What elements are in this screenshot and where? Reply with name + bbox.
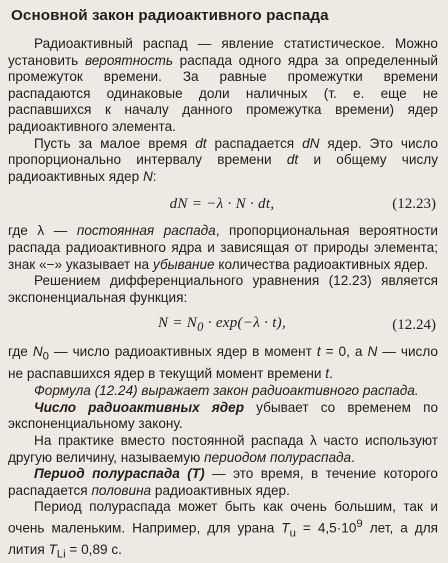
text: — число не распавшихся ядер в текущий момент времени xyxy=(8,344,438,381)
text: = 4,5·10 xyxy=(295,520,357,536)
var-T: T xyxy=(281,520,290,536)
var-N: N xyxy=(142,168,153,184)
subscript: u xyxy=(289,527,296,540)
text: распада одного ядра за определенный промежуток времени. За равные промежутки времени распадаются одинаковые доли наличных (т. е. еще не распавшихся к началу данного промежутка времени) ядер радиоактивного элемента. xyxy=(8,52,438,134)
text: ядер. Это число пропорционально интервалу времени xyxy=(8,135,438,168)
text: . xyxy=(329,365,333,381)
paragraph-radioactive-decay xyxy=(8,36,438,136)
equation-12-24 xyxy=(8,306,438,344)
equation-12-23 xyxy=(8,185,438,223)
text: : xyxy=(152,168,157,184)
paragraph-law-statement: Формула (12.24) выражает закон радиоактивного распада. xyxy=(34,383,419,399)
text: радиоактивных ядер. xyxy=(151,482,290,498)
text: — это время, в течение которого распадается xyxy=(8,466,438,498)
emphasis-probability: вероятность xyxy=(84,52,174,68)
bold-term: Период полураспада (T) xyxy=(34,466,205,482)
paragraph-variables xyxy=(8,344,438,382)
var-N: N xyxy=(32,344,43,360)
text: Радиоактивный распад — явление статистическое. Можно установить xyxy=(8,36,438,68)
text: — число радиоактивных ядер в момент xyxy=(48,344,317,360)
var-t: t xyxy=(316,344,321,360)
var-T: T xyxy=(48,541,57,557)
text: убывает со временем по экспоненциальному закону. xyxy=(8,399,439,432)
var-N: N xyxy=(367,344,378,360)
text: На практике вместо постоянной распада λ часто используют другую величину, называемую xyxy=(8,433,438,465)
equation-expression: dN = −λ · N · dt, xyxy=(169,195,275,212)
eq-subscript: 0 xyxy=(197,320,204,335)
eq-part: N = N xyxy=(157,315,198,332)
paragraph-number-of-nuclei xyxy=(8,400,438,433)
var-t: t xyxy=(325,365,330,381)
text: . xyxy=(351,449,355,465)
paragraph-decay-rate xyxy=(8,136,438,186)
paragraph-half-life-examples xyxy=(8,499,438,563)
var-dN: dN xyxy=(302,135,320,151)
text: количества радиоактивных ядер. xyxy=(214,256,429,272)
text: распадается xyxy=(206,135,303,151)
text: , пропорциональная вероятности распада радиоактивного ядра и зависящая от природы элемента; знак «−» указывает на xyxy=(8,223,439,272)
subscript: Li xyxy=(56,548,66,561)
superscript: 9 xyxy=(356,517,363,530)
equation-expression xyxy=(78,315,366,335)
paragraph-solution: Решением дифференциального уравнения (12.23) является экспоненциальная функция: xyxy=(8,273,438,305)
text: Период полураспада может быть как очень большим, так и очень маленьким. Например, для урана xyxy=(8,499,438,536)
bold-term: Число радиоактивных ядер xyxy=(34,399,245,415)
paragraph-decay-constant xyxy=(8,223,438,273)
text: Пусть за малое время xyxy=(34,135,196,151)
emphasis-decay-constant: постоянная распада xyxy=(76,223,216,239)
emphasis-half-life: периодом полураспада xyxy=(204,449,352,465)
paragraph-half-life-intro xyxy=(8,433,438,466)
emphasis-half: половина xyxy=(91,482,152,498)
section-title: Основной закон радиоактивного распада xyxy=(11,7,329,24)
text: = 0,89 с. xyxy=(65,541,122,557)
text: и общему числу радиоактивных ядер xyxy=(8,152,438,184)
equation-number: (12.23) xyxy=(392,195,436,212)
text: где xyxy=(8,344,33,360)
var-dt: dt xyxy=(286,152,299,168)
paragraph-half-life-definition xyxy=(8,466,438,499)
text: = 0, а xyxy=(320,344,368,360)
text: лет, а для лития xyxy=(8,520,438,557)
subscript: 0 xyxy=(42,351,49,364)
emphasis-decrease: убывание xyxy=(152,256,215,272)
eq-part: · exp(−λ · t), xyxy=(203,315,287,332)
equation-number: (12.24) xyxy=(392,316,436,333)
var-dt: dt xyxy=(195,135,207,151)
text: где λ — xyxy=(8,223,77,239)
